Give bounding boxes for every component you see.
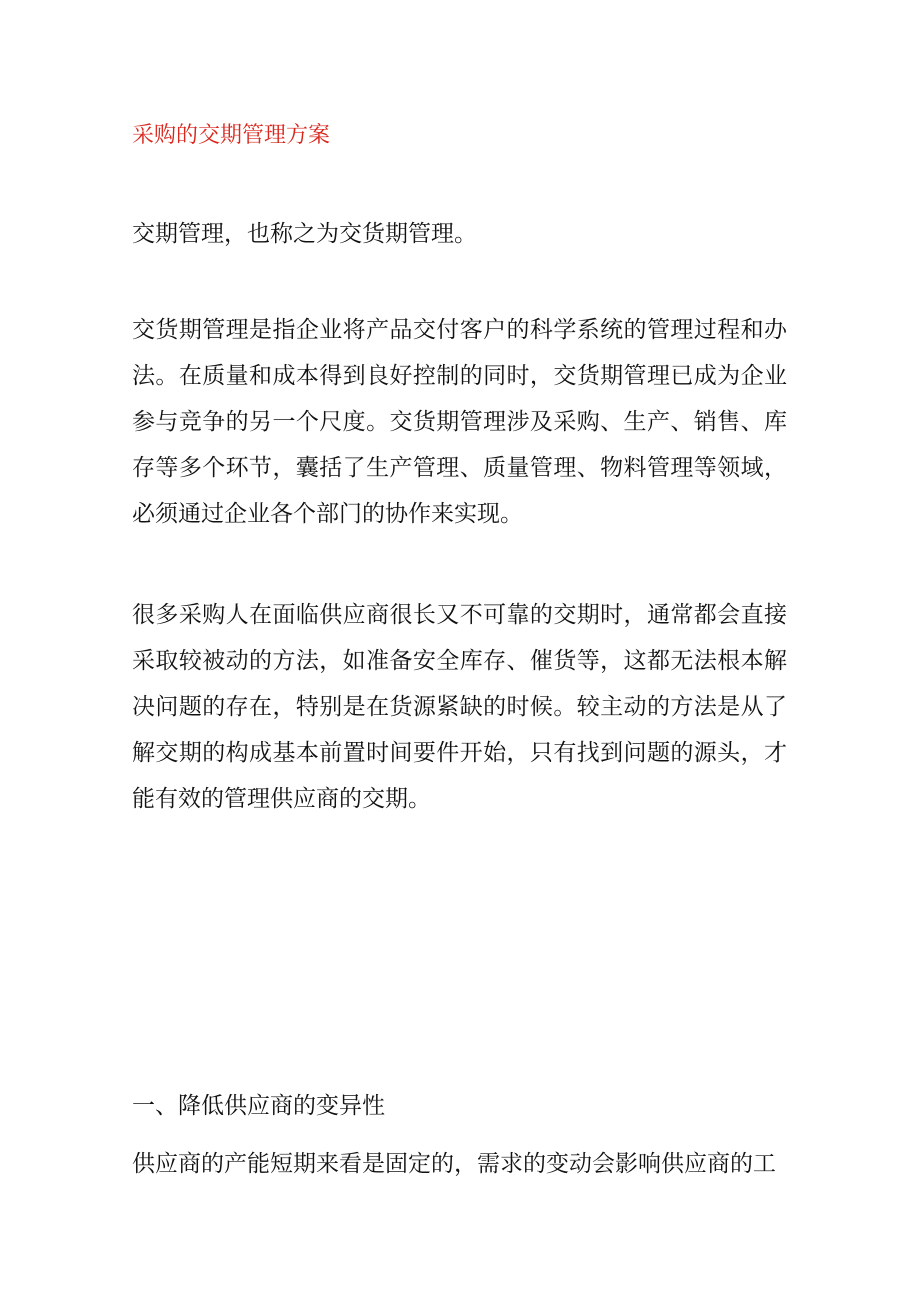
definition-paragraph: 交货期管理是指企业将产品交付客户的科学系统的管理过程和办法。在质量和成本得到良好控制的同时，交货期管理已成为企业参与竞争的另一个尺度。交货期管理涉及采购、生产、销售、库存等多个环节，囊括了生产管理、质量管理、物料管理等领域，必须通过企业各个部门的协作来实现。 bbox=[132, 317, 787, 527]
section-1-heading: 一、降低供应商的变异性 bbox=[132, 1093, 385, 1119]
document-title: 采购的交期管理方案 bbox=[132, 123, 331, 148]
intro-paragraph: 交期管理，也称之为交货期管理。 bbox=[132, 221, 477, 247]
section-1-text: 供应商的产能短期来看是固定的，需求的变动会影响供应商的工 bbox=[132, 1151, 776, 1177]
problem-paragraph: 很多采购人在面临供应商很长又不可靠的交期时，通常都会直接采取较被动的方法，如准备安全库存、催货等，这都无法根本解决问题的存在，特别是在货源紧缺的时候。较主动的方法是从了解交期的构成基本前置时间要件开始，只有找到问题的源头，才能有效的管理供应商的交期。 bbox=[132, 602, 787, 812]
